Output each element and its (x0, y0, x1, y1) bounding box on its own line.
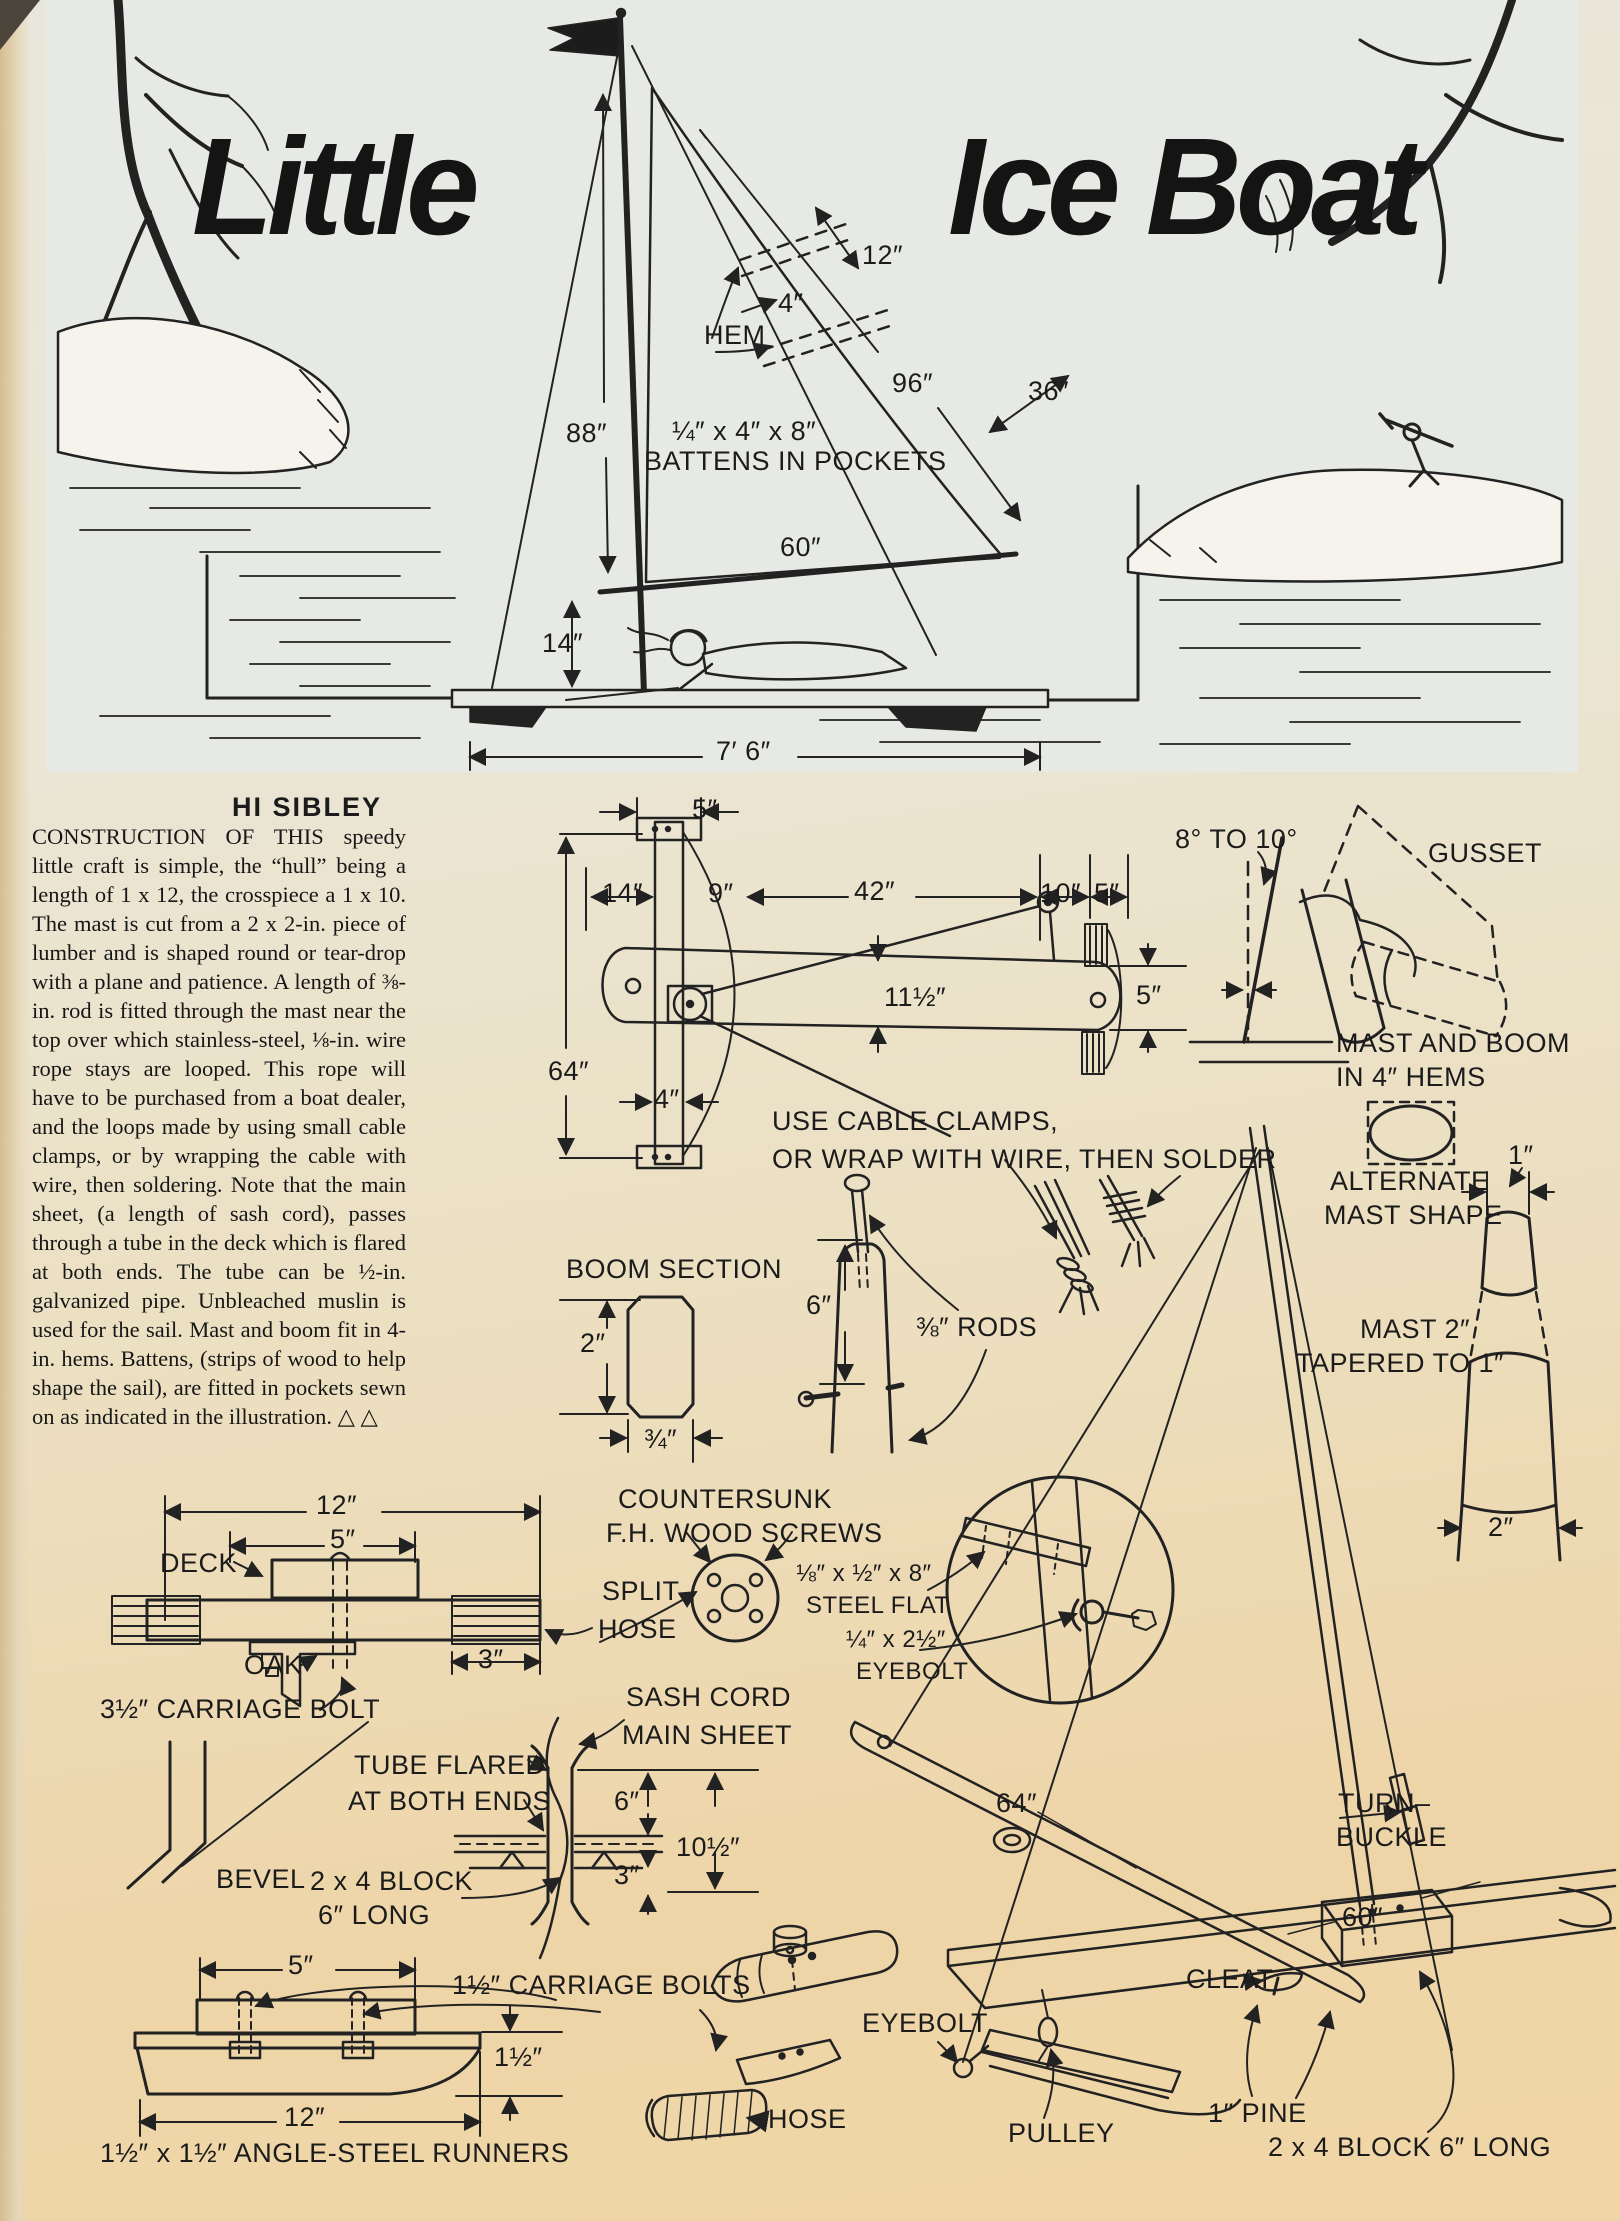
plan-dim-14: 14″ (602, 878, 644, 908)
tube-flared-2: AT BOTH ENDS (348, 1786, 552, 1816)
assembly-dim-60: 60″ (1342, 1902, 1384, 1932)
cable-note-1: USE CABLE CLAMPS, (772, 1106, 1059, 1136)
mast-rake-drawing (1190, 838, 1332, 1042)
block-6in-label: 2 x 4 BLOCK 6″ LONG (1268, 2132, 1552, 2162)
article-body: CONSTRUCTION OF THIS speedy little craft is simple, the “hull” being a length of 1 x 12, the crosspiece a 1 x 10. The mast is cut from a 2 x 2-in. piece of lumber and is shaped round or tear-drop with a plane and patience. A length of ⅜-in. rod is fitted through the mast near the top over which stainless-steel, ⅛-in. wire rope stays are looped. This rope will have to be purchased from a boat dealer, and the loops made by using small cable clamps, or by wrapping the cable with wire, then soldering. Note that the main sheet, (a length of sash cord), passes through a tube in the deck which is flared at both ends. The tube can be ½-in. galvanized pipe. Unbleached muslin is used for the sail. Mast and boom fit in 4-in. hems. Battens, (strips of wood to help shape the sail), are fitted in pockets sewn on as indicated in the illustration. △ △ (32, 824, 406, 1429)
boom-section-drawing (560, 1297, 722, 1462)
page-corner (0, 0, 40, 50)
pulley-label: PULLEY (1008, 2118, 1115, 2148)
assembly-dim-64: 64″ (996, 1788, 1038, 1818)
battens-size: ¼″ x 4″ x 8″ (672, 416, 817, 446)
left-snowbank (58, 318, 348, 473)
scene-frame (207, 486, 1138, 700)
plan-dim-42: 42″ (854, 876, 896, 906)
plan-dim-5-right: 5″ (1136, 980, 1162, 1010)
oak-label: OAK (244, 1650, 303, 1680)
plan-dim-4: 4″ (654, 1084, 680, 1114)
mast-boom-hems-1: MAST AND BOOM (1336, 1028, 1571, 1058)
plan-dim-11half: 11½″ (884, 982, 947, 1012)
sash-cord-1: SASH CORD (626, 1682, 792, 1712)
right-snowbank (1128, 470, 1562, 582)
dim-12in: 12″ (862, 240, 904, 270)
cleat-label: CLEAT (1186, 1964, 1274, 1994)
sash-cord-2: MAIN SHEET (622, 1720, 793, 1750)
hem-label: HEM (704, 320, 766, 350)
runner-caption: 1½″ x 1½″ ANGLE-STEEL RUNNERS (100, 2138, 570, 2168)
plan-dim-5-top: 5″ (692, 794, 718, 824)
title-ice-boat: Ice Boat (948, 110, 1418, 264)
hose-label-deck: HOSE (598, 1614, 677, 1644)
plan-dim-5-right-top: 5″ (1094, 878, 1120, 908)
pine-label: 1″ PINE (1208, 2098, 1307, 2128)
tube-dim-6: 6″ (614, 1786, 640, 1816)
dim-7ft6in: 7′ 6″ (716, 736, 771, 766)
alt-mast-2: MAST SHAPE (1324, 1200, 1503, 1230)
plan-dim-10: 10″ (1040, 878, 1082, 908)
title-little: Little (192, 110, 474, 264)
eyebolt-size: ¼″ x 2½″ (846, 1626, 946, 1653)
boom-section-title: BOOM SECTION (566, 1254, 783, 1284)
cable-note-2: OR WRAP WITH WIRE, THEN SOLDER (772, 1144, 1277, 1174)
boom-dim-34in: ¾″ (644, 1424, 678, 1454)
tube-flared-1: TUBE FLARED (354, 1750, 546, 1780)
block-label-2: 6″ LONG (318, 1900, 431, 1930)
battens-caption: BATTENS IN POCKETS (644, 446, 947, 476)
dim-14in: 14″ (542, 628, 584, 658)
deck-dim-5: 5″ (330, 1524, 356, 1554)
dim-4in: 4″ (778, 288, 804, 318)
bevel-label: BEVEL (216, 1864, 306, 1894)
hose-label: HOSE (768, 2104, 847, 2134)
taper-2: TAPERED TO 1″ (1296, 1348, 1505, 1378)
dim-88in: 88″ (566, 418, 608, 448)
mast-boom-hems-2: IN 4″ HEMS (1336, 1062, 1486, 1092)
deck-label: DECK (160, 1548, 238, 1578)
steel-flat-size: ⅛″ x ½″ x 8″ (796, 1560, 932, 1587)
split-label: SPLIT (602, 1576, 680, 1606)
plan-dim-64: 64″ (548, 1056, 590, 1086)
runner-bolts-label: 1½″ CARRIAGE BOLTS (452, 1970, 751, 2000)
left-water (70, 488, 455, 738)
deck-dim-3: 3″ (478, 1644, 504, 1674)
assembly-drawing (646, 1126, 1615, 2140)
taper-1: MAST 2″ (1360, 1314, 1471, 1344)
boom-dim-2in: 2″ (580, 1328, 606, 1358)
carriage-bolt-label: 3½″ CARRIAGE BOLT (100, 1694, 381, 1724)
tube-dim-3: 3″ (614, 1860, 640, 1890)
gusset-label: GUSSET (1428, 838, 1543, 868)
dim-96in: 96″ (892, 368, 934, 398)
runner-dim-12: 12″ (284, 2102, 326, 2132)
dim-60in: 60″ (780, 532, 822, 562)
block-label-1: 2 x 4 BLOCK (310, 1866, 474, 1896)
tube-dim-10half: 10½″ (676, 1832, 741, 1862)
alt-dim-2in: 2″ (1488, 1512, 1514, 1542)
eyebolt-label-detail: EYEBOLT (856, 1658, 969, 1685)
turnbuckle-1: TURN– (1338, 1788, 1431, 1818)
alt-mast-1: ALTERNATE (1330, 1166, 1490, 1196)
runner-dim-5: 5″ (288, 1950, 314, 1980)
alt-dim-1in: 1″ (1508, 1140, 1534, 1170)
rake-angle: 8° TO 10° (1175, 824, 1298, 854)
countersunk-2: F.H. WOOD SCREWS (606, 1518, 883, 1548)
byline: HI SIBLEY (232, 792, 383, 822)
dim-36in: 36″ (1028, 376, 1070, 406)
rods-label: ⅜″ RODS (916, 1312, 1038, 1342)
eyebolt-label: EYEBOLT (862, 2008, 989, 2038)
runner-dim-1half: 1½″ (494, 2042, 543, 2072)
steel-flat-label: STEEL FLAT (806, 1592, 950, 1619)
cable-clamp-drawing (1005, 1160, 1180, 1314)
deck-dim-12: 12″ (316, 1490, 358, 1520)
turnbuckle-2: BUCKLE (1336, 1822, 1448, 1852)
rod-dim-6in: 6″ (806, 1290, 832, 1320)
countersunk-1: COUNTERSUNK (618, 1484, 833, 1514)
plan-dim-9: 9″ (708, 878, 734, 908)
